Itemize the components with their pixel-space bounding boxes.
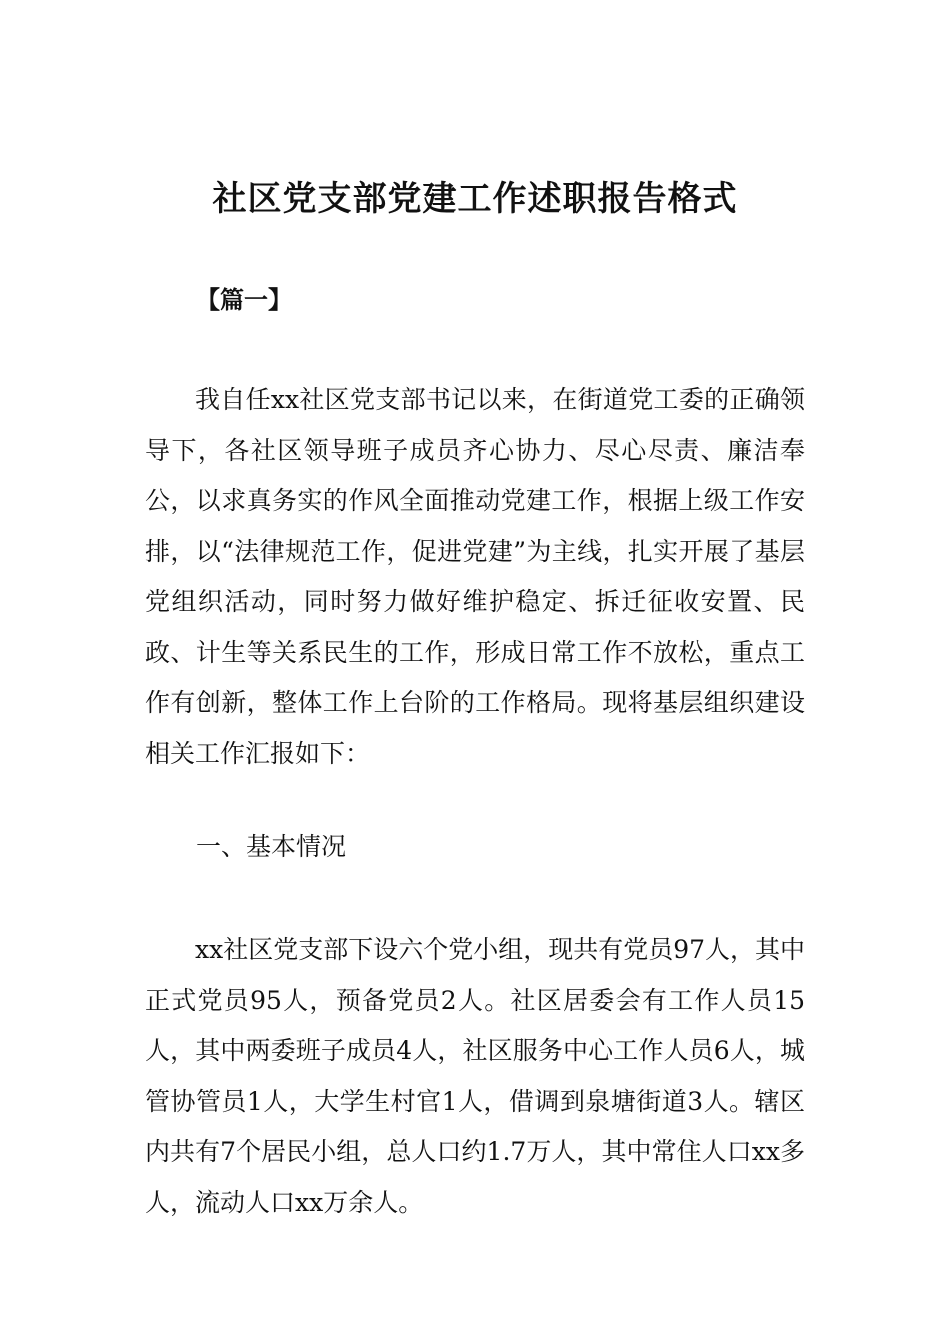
- section-tag: 【篇一】: [196, 286, 292, 314]
- paragraph-basic-info: xx社区党支部下设六个党小组，现共有党员97人，其中正式党员95人，预备党员2人。社区居委会有工作人员15人，其中两委班子成员4人，社区服务中心工作人员6人，城管协管员1人，大学生村官1人，借调到泉塘街道3人。辖区内共有7个居民小组，总人口约1.7万人，其中常住人口xx多人，流动人口xx万余人。: [145, 935, 806, 1217]
- section-heading: 一、基本情况: [196, 832, 347, 861]
- paragraph-intro: 我自任xx社区党支部书记以来，在街道党工委的正确领导下，各社区领导班子成员齐心协力、尽心尽责、廉洁奉公，以求真务实的作风全面推动党建工作，根据上级工作安排，以“法律规范工作，促进党建”为主线，扎实开展了基层党组织活动，同时努力做好维护稳定、拆迁征收安置、民政、计生等关系民生的工作，形成日常工作不放松，重点工作有创新，整体工作上台阶的工作格局。现将基层组织建设相关工作汇报如下：: [145, 385, 805, 768]
- document-title: 社区党支部党建工作述职报告格式: [212, 179, 738, 219]
